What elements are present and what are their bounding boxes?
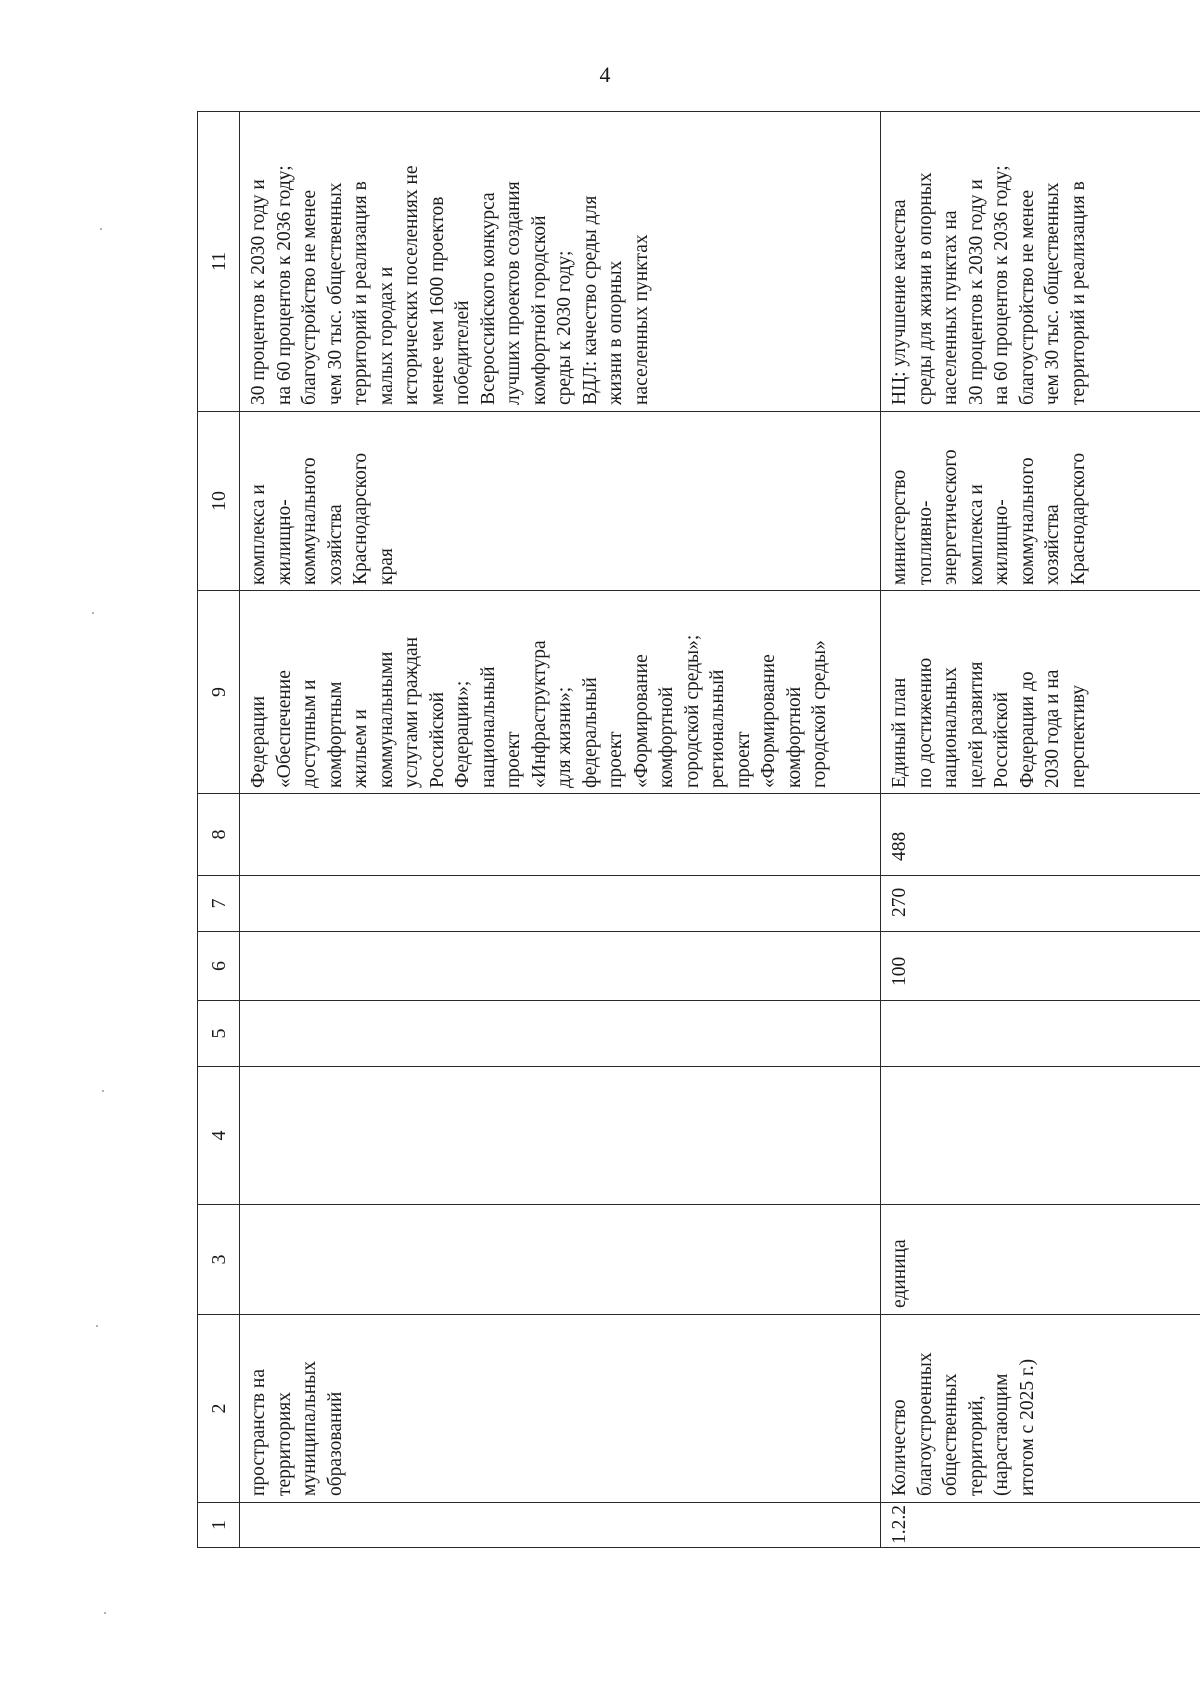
- column-number: 3: [198, 1205, 240, 1315]
- scan-speck: [102, 1090, 104, 1092]
- column-number: 10: [198, 412, 240, 591]
- value-cell-col6: [240, 932, 881, 1001]
- table-row: [240, 112, 881, 1548]
- value-cell-col7: [240, 876, 881, 932]
- scan-speck: [104, 1612, 106, 1614]
- column-number-row: [198, 112, 240, 1548]
- column-number: 6: [198, 932, 240, 1001]
- value-cell-col4: [240, 1067, 881, 1205]
- national-goal-link-cell: НЦ: улучшение качества среды для жизни в опорных населенных пунктах на 30 процентов к 2030 году и на 60 процентов к 2036 году; благоустройство не менее чем 30 тыс. общественных территорий и реализация в: [881, 112, 1200, 412]
- value-cell-col8: 488: [881, 794, 1200, 876]
- row-number-cell: [240, 1503, 881, 1548]
- column-number: 1: [198, 1503, 240, 1548]
- rotated-table-wrapper: [197, 112, 1200, 1548]
- value-cell-col8: [240, 794, 881, 876]
- row-number-cell: 1.2.2: [881, 1503, 1200, 1548]
- column-number: 11: [198, 112, 240, 412]
- column-number: 7: [198, 876, 240, 932]
- column-number: 2: [198, 1315, 240, 1503]
- source-document-cell: Федерации «Обеспечение доступным и комфортным жильем и коммунальными услугами граждан Российской Федерации»; национальный проект «Инфраструктура для жизни»; федеральный проект «Формирование комфортной городской среды»; региональный проект «Формирование комфортной городской среды»: [240, 591, 881, 794]
- responsible-body-cell: министерство топливно- энергетического комплекса и жилищно- коммунального хозяйства Краснодарского: [881, 412, 1200, 591]
- unit-cell: единица: [881, 1205, 1200, 1315]
- value-cell-col6: 100: [881, 932, 1200, 1001]
- scan-speck: [92, 612, 94, 614]
- value-cell-col5: [881, 1001, 1200, 1067]
- table-row: [881, 112, 1200, 1548]
- page-number: 4: [599, 62, 611, 87]
- value-cell-col4: [881, 1067, 1200, 1205]
- scan-speck: [100, 228, 102, 230]
- value-cell-col7: 270: [881, 876, 1200, 932]
- column-number: 8: [198, 794, 240, 876]
- source-document-cell: Единый план по достижению национальных целей развития Российской Федерации до 2030 года и на перспективу: [881, 591, 1200, 794]
- value-cell-col5: [240, 1001, 881, 1067]
- indicator-name-cell: Количество благоустроенных общественных территорий, (нарастающим итогом с 2025 г.): [881, 1315, 1200, 1503]
- scan-speck: [96, 1325, 98, 1327]
- indicators-table: [197, 111, 1200, 1548]
- responsible-body-cell: комплекса и жилищно- коммунального хозяйства Краснодарского края: [240, 412, 881, 591]
- column-number: 4: [198, 1067, 240, 1205]
- unit-cell: [240, 1205, 881, 1315]
- indicator-name-cell: пространств на территориях муниципальных образований: [240, 1315, 881, 1503]
- national-goal-link-cell: 30 процентов к 2030 году и на 60 процентов к 2036 году; благоустройство не менее чем 30 тыс. общественных территорий и реализация в малых городах и исторических поселениях не менее чем 1600 проектов победителей Всероссийского конкурса лучших проектов создания комфортной городской среды к 2030 году; ВДЛ: качество среды для жизни в опорных населенных пунктах: [240, 112, 881, 412]
- column-number: 9: [198, 591, 240, 794]
- column-number: 5: [198, 1001, 240, 1067]
